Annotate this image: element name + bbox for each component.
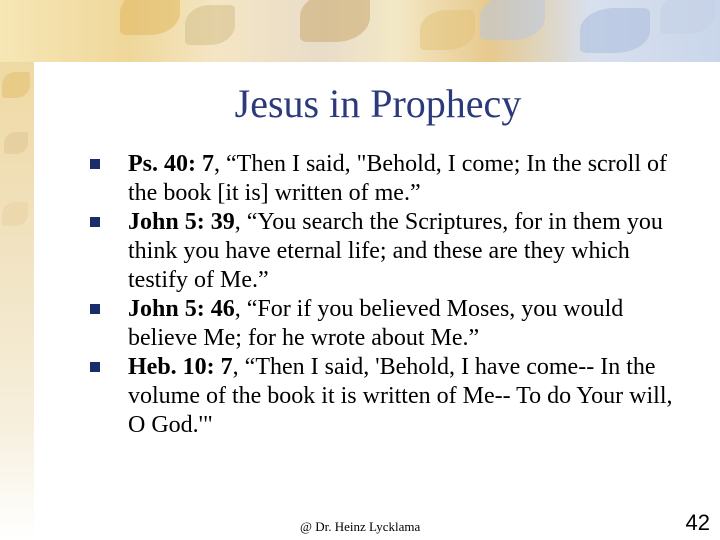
square-bullet-icon <box>90 362 100 372</box>
scripture-reference: John 5: 39 <box>128 209 235 235</box>
scripture-reference: John 5: 46 <box>128 296 235 322</box>
bullet-item <box>90 208 680 295</box>
page-number: 42 <box>685 510 710 535</box>
slide-title: Jesus in Prophecy <box>234 81 522 126</box>
bullet-item <box>90 150 680 208</box>
scripture-reference: Heb. 10: 7 <box>128 354 233 380</box>
decorative-leaf-banner <box>0 0 720 62</box>
bullet-item <box>90 353 680 440</box>
square-bullet-icon <box>90 304 100 314</box>
scripture-reference: Ps. 40: 7 <box>128 151 214 177</box>
scripture-quote: , “You search the Scriptures, for in them you think you have eternal life; and these are they which testify of Me.” <box>128 209 663 293</box>
decorative-left-strip <box>0 62 34 540</box>
footer-author: @ Dr. Heinz Lycklama <box>300 519 421 534</box>
scripture-quote: , “Then I said, "Behold, I come; In the scroll of the book [it is] written of me.” <box>128 151 667 206</box>
square-bullet-icon <box>90 217 100 227</box>
bullet-list <box>90 150 680 440</box>
bullet-item <box>90 295 680 353</box>
square-bullet-icon <box>90 159 100 169</box>
scripture-quote: , “For if you believed Moses, you would believe Me; for he wrote about Me.” <box>128 296 624 351</box>
scripture-quote: , “Then I said, 'Behold, I have come-- In the volume of the book it is written of Me-- To do Your will, O God.'" <box>128 354 673 438</box>
